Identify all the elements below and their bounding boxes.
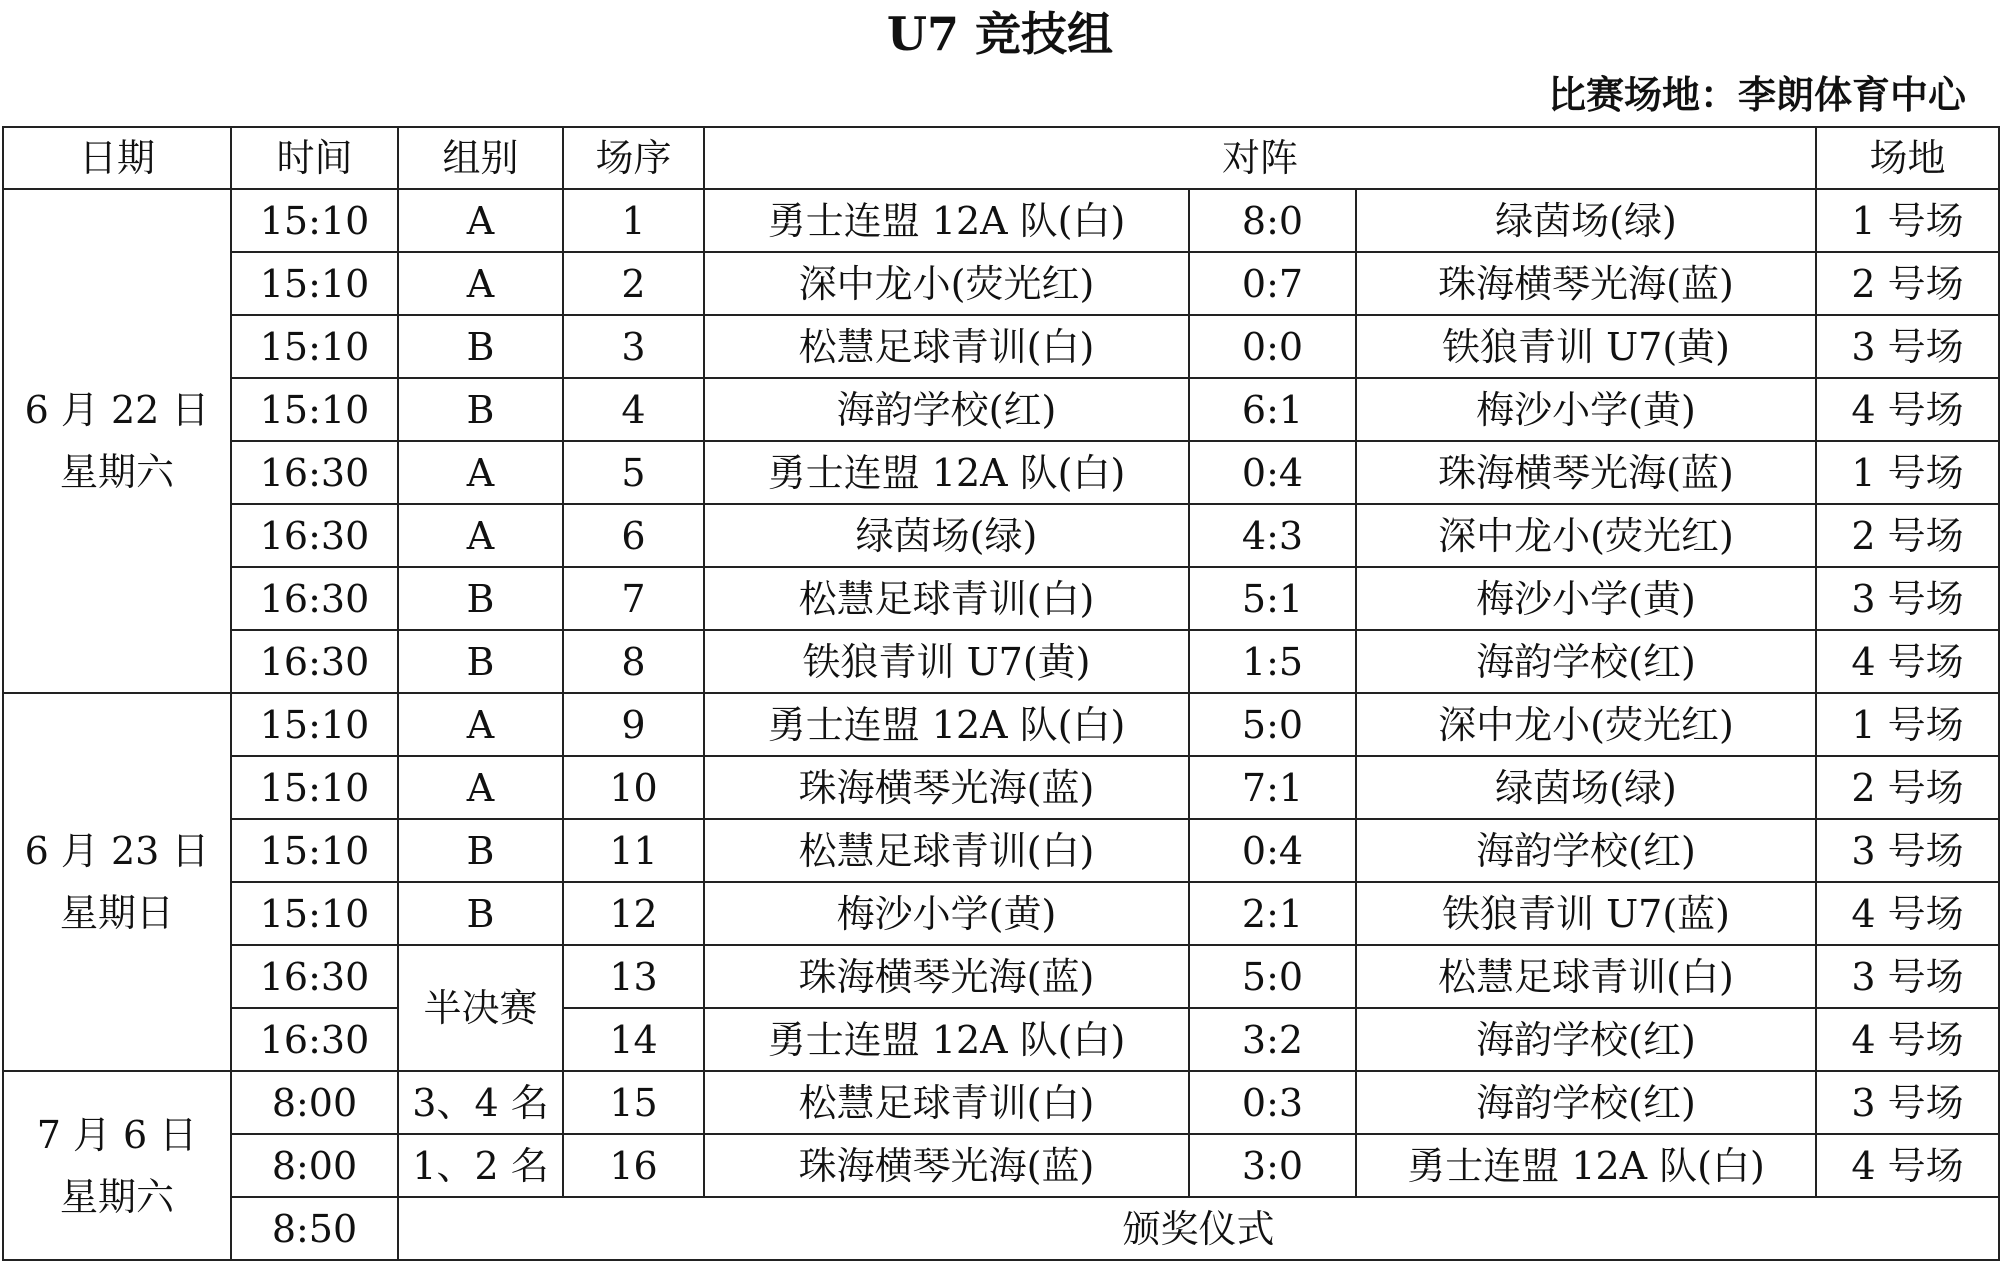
schedule-table (2, 126, 2000, 1261)
match-field: 2 号场 (1816, 504, 1999, 567)
match-group: 半决赛 (398, 945, 563, 1071)
match-group: 1、2 名 (398, 1134, 563, 1197)
match-time: 8:00 (231, 1134, 398, 1197)
match-group: A (398, 252, 563, 315)
match-number: 13 (563, 945, 704, 1008)
match-field: 1 号场 (1816, 189, 1999, 252)
match-date: 6 月 22 日 (24, 388, 210, 432)
home-team: 松慧足球青训(白) (704, 315, 1189, 378)
table-row (3, 189, 1999, 252)
match-number: 8 (563, 630, 704, 693)
date-cell (3, 1071, 231, 1260)
table-row (3, 945, 1999, 1008)
match-group: 3、4 名 (398, 1071, 563, 1134)
home-team: 海韵学校(红) (704, 378, 1189, 441)
match-score: 0:3 (1189, 1071, 1356, 1134)
home-team: 铁狼青训 U7(黄) (704, 630, 1189, 693)
match-field: 2 号场 (1816, 756, 1999, 819)
home-team: 勇士连盟 12A 队(白) (704, 441, 1189, 504)
away-team: 梅沙小学(黄) (1356, 567, 1816, 630)
table-row (3, 441, 1999, 504)
match-number: 2 (563, 252, 704, 315)
home-team: 珠海横琴光海(蓝) (704, 756, 1189, 819)
match-field: 4 号场 (1816, 1134, 1999, 1197)
match-field: 3 号场 (1816, 819, 1999, 882)
match-weekday: 星期日 (59, 891, 174, 935)
match-group: A (398, 756, 563, 819)
match-time: 8:00 (231, 1071, 398, 1134)
match-number: 1 (563, 189, 704, 252)
match-number: 14 (563, 1008, 704, 1071)
match-group: B (398, 882, 563, 945)
match-time: 15:10 (231, 315, 398, 378)
match-group: B (398, 378, 563, 441)
home-team: 勇士连盟 12A 队(白) (704, 1008, 1189, 1071)
date-cell (3, 693, 231, 1071)
away-team: 海韵学校(红) (1356, 1008, 1816, 1071)
match-field: 3 号场 (1816, 567, 1999, 630)
match-score: 1:5 (1189, 630, 1356, 693)
home-team: 勇士连盟 12A 队(白) (704, 189, 1189, 252)
match-score: 6:1 (1189, 378, 1356, 441)
header-time: 时间 (231, 127, 398, 189)
match-field: 3 号场 (1816, 1071, 1999, 1134)
match-group: A (398, 504, 563, 567)
match-number: 4 (563, 378, 704, 441)
home-team: 珠海横琴光海(蓝) (704, 945, 1189, 1008)
away-team: 深中龙小(荧光红) (1356, 504, 1816, 567)
page-title: U7 竞技组 (886, 7, 1114, 61)
away-team: 海韵学校(红) (1356, 819, 1816, 882)
away-team: 勇士连盟 12A 队(白) (1356, 1134, 1816, 1197)
table-row (3, 378, 1999, 441)
match-number: 5 (563, 441, 704, 504)
match-score: 4:3 (1189, 504, 1356, 567)
match-field: 1 号场 (1816, 441, 1999, 504)
away-team: 松慧足球青训(白) (1356, 945, 1816, 1008)
match-group: B (398, 567, 563, 630)
table-row (3, 882, 1999, 945)
match-group: A (398, 189, 563, 252)
match-time: 16:30 (231, 945, 398, 1008)
match-score: 5:0 (1189, 945, 1356, 1008)
match-date: 7 月 6 日 (36, 1112, 198, 1157)
match-number: 10 (563, 756, 704, 819)
date-cell (3, 189, 231, 693)
home-team: 松慧足球青训(白) (704, 819, 1189, 882)
match-number: 11 (563, 819, 704, 882)
home-team: 松慧足球青训(白) (704, 567, 1189, 630)
match-group: B (398, 630, 563, 693)
table-row (3, 315, 1999, 378)
table-row (3, 1071, 1999, 1134)
home-team: 松慧足球青训(白) (704, 1071, 1189, 1134)
match-time: 15:10 (231, 378, 398, 441)
match-weekday: 星期六 (59, 450, 174, 494)
match-time: 15:10 (231, 756, 398, 819)
header-date: 日期 (3, 127, 231, 189)
match-group: B (398, 315, 563, 378)
header-field: 场地 (1816, 127, 1999, 189)
match-field: 4 号场 (1816, 882, 1999, 945)
match-score: 3:0 (1189, 1134, 1356, 1197)
table-row (3, 252, 1999, 315)
match-weekday: 星期六 (59, 1174, 174, 1219)
ceremony-time: 8:50 (231, 1197, 398, 1260)
away-team: 梅沙小学(黄) (1356, 378, 1816, 441)
away-team: 海韵学校(红) (1356, 1071, 1816, 1134)
home-team: 勇士连盟 12A 队(白) (704, 693, 1189, 756)
match-number: 7 (563, 567, 704, 630)
match-group: A (398, 441, 563, 504)
match-score: 0:0 (1189, 315, 1356, 378)
away-team: 铁狼青训 U7(蓝) (1356, 882, 1816, 945)
table-row (3, 1134, 1999, 1197)
match-score: 5:0 (1189, 693, 1356, 756)
away-team: 深中龙小(荧光红) (1356, 693, 1816, 756)
away-team: 珠海横琴光海(蓝) (1356, 252, 1816, 315)
match-score: 0:4 (1189, 441, 1356, 504)
match-number: 16 (563, 1134, 704, 1197)
away-team: 珠海横琴光海(蓝) (1356, 441, 1816, 504)
ceremony-label: 颁奖仪式 (398, 1197, 1999, 1260)
match-field: 1 号场 (1816, 693, 1999, 756)
match-score: 7:1 (1189, 756, 1356, 819)
away-team: 绿茵场(绿) (1356, 756, 1816, 819)
match-number: 9 (563, 693, 704, 756)
match-field: 3 号场 (1816, 945, 1999, 1008)
match-date: 6 月 23 日 (24, 829, 210, 873)
match-time: 16:30 (231, 567, 398, 630)
table-row (3, 567, 1999, 630)
match-score: 8:0 (1189, 189, 1356, 252)
match-time: 15:10 (231, 189, 398, 252)
match-score: 2:1 (1189, 882, 1356, 945)
match-time: 15:10 (231, 819, 398, 882)
match-number: 12 (563, 882, 704, 945)
table-row (3, 756, 1999, 819)
table-row (3, 819, 1999, 882)
match-time: 16:30 (231, 630, 398, 693)
home-team: 绿茵场(绿) (704, 504, 1189, 567)
away-team: 海韵学校(红) (1356, 630, 1816, 693)
header-group: 组别 (398, 127, 563, 189)
home-team: 珠海横琴光海(蓝) (704, 1134, 1189, 1197)
home-team: 深中龙小(荧光红) (704, 252, 1189, 315)
match-number: 6 (563, 504, 704, 567)
home-team: 梅沙小学(黄) (704, 882, 1189, 945)
match-time: 15:10 (231, 882, 398, 945)
header-matchup: 对阵 (704, 127, 1816, 189)
match-field: 2 号场 (1816, 252, 1999, 315)
match-time: 15:10 (231, 693, 398, 756)
match-number: 3 (563, 315, 704, 378)
match-time: 16:30 (231, 1008, 398, 1071)
match-score: 3:2 (1189, 1008, 1356, 1071)
match-field: 3 号场 (1816, 315, 1999, 378)
match-number: 15 (563, 1071, 704, 1134)
away-team: 绿茵场(绿) (1356, 189, 1816, 252)
table-row (3, 504, 1999, 567)
ceremony-row (3, 1197, 1999, 1260)
match-score: 5:1 (1189, 567, 1356, 630)
away-team: 铁狼青训 U7(黄) (1356, 315, 1816, 378)
match-field: 4 号场 (1816, 630, 1999, 693)
header-match-no: 场序 (563, 127, 704, 189)
match-group: A (398, 693, 563, 756)
match-field: 4 号场 (1816, 1008, 1999, 1071)
table-row (3, 1008, 1999, 1071)
venue-label: 比赛场地：李朗体育中心 (1547, 73, 1966, 117)
header-row (3, 127, 1999, 189)
match-time: 15:10 (231, 252, 398, 315)
match-group: B (398, 819, 563, 882)
match-time: 16:30 (231, 504, 398, 567)
table-row (3, 630, 1999, 693)
match-score: 0:7 (1189, 252, 1356, 315)
match-time: 16:30 (231, 441, 398, 504)
match-score: 0:4 (1189, 819, 1356, 882)
table-row (3, 693, 1999, 756)
match-field: 4 号场 (1816, 378, 1999, 441)
